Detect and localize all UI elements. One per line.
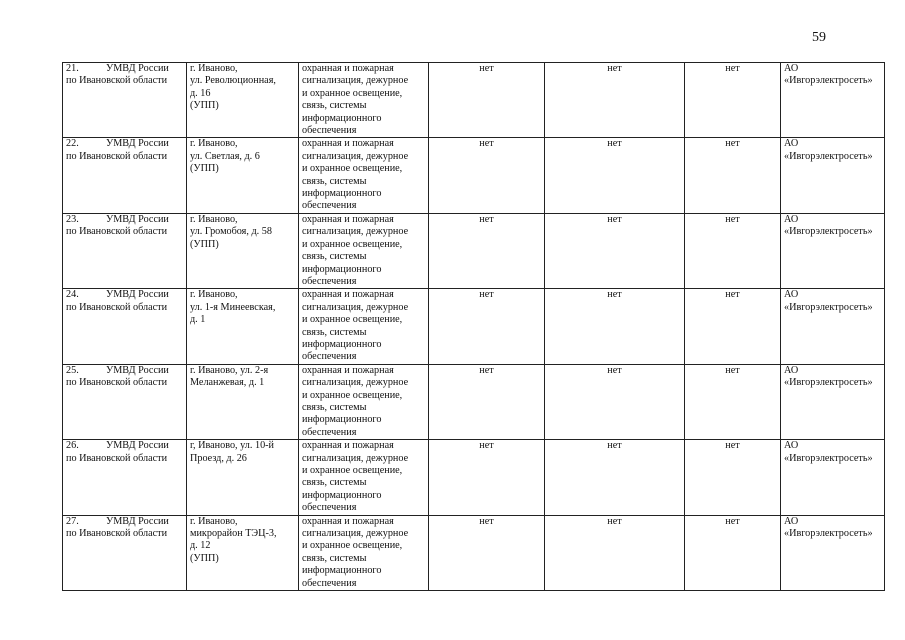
organization-cell bbox=[63, 213, 187, 288]
provider-cell: АО «Ивгорэлектросеть» bbox=[781, 515, 885, 590]
address-cell: г. Иваново, ул. Громобоя, д. 58 (УПП) bbox=[187, 213, 299, 288]
provider-cell: АО «Ивгорэлектросеть» bbox=[781, 138, 885, 213]
systems-cell: охранная и пожарная сигнализация, дежурное и охранное освещение, связь, системы информационного обеспечения bbox=[299, 289, 429, 364]
organization-cell bbox=[63, 440, 187, 515]
systems-cell: охранная и пожарная сигнализация, дежурное и охранное освещение, связь, системы информационного обеспечения bbox=[299, 515, 429, 590]
status-cell-1: нет bbox=[429, 138, 545, 213]
status-cell-1: нет bbox=[429, 364, 545, 439]
organization-region: по Ивановской области bbox=[66, 226, 168, 238]
address-cell: г. Иваново, микрорайон ТЭЦ-3, д. 12 (УПП) bbox=[187, 515, 299, 590]
address-cell: г. Иваново, ул. 1-я Минеевская, д. 1 bbox=[187, 289, 299, 364]
address-cell: г. Иваново, ул. Светлая, д. 6 (УПП) bbox=[187, 138, 299, 213]
status-cell-2: нет bbox=[545, 63, 685, 138]
address-cell: г. Иваново, ул. 2-я Меланжевая, д. 1 bbox=[187, 364, 299, 439]
status-cell-1: нет bbox=[429, 289, 545, 364]
organization-name: УМВД России bbox=[106, 213, 169, 225]
row-number: 25. bbox=[66, 364, 79, 376]
organization-region: по Ивановской области bbox=[66, 75, 168, 87]
objects-table bbox=[62, 62, 885, 591]
status-cell-2: нет bbox=[545, 213, 685, 288]
organization-region: по Ивановской области bbox=[66, 150, 168, 162]
organization-name: УМВД России bbox=[106, 289, 169, 301]
provider-cell: АО «Ивгорэлектросеть» bbox=[781, 213, 885, 288]
organization-region: по Ивановской области bbox=[66, 377, 168, 389]
organization-cell bbox=[63, 515, 187, 590]
status-cell-3: нет bbox=[685, 364, 781, 439]
status-cell-2: нет bbox=[545, 515, 685, 590]
organization-region: по Ивановской области bbox=[66, 528, 168, 540]
table-row bbox=[63, 364, 885, 439]
row-number: 26. bbox=[66, 440, 79, 452]
row-number: 21. bbox=[66, 63, 79, 74]
organization-name: УМВД России bbox=[106, 63, 169, 74]
table-row bbox=[63, 63, 885, 138]
organization-cell bbox=[63, 138, 187, 213]
status-cell-2: нет bbox=[545, 440, 685, 515]
status-cell-3: нет bbox=[685, 138, 781, 213]
systems-cell: охранная и пожарная сигнализация, дежурное и охранное освещение, связь, системы информационного обеспечения bbox=[299, 364, 429, 439]
systems-cell: охранная и пожарная сигнализация, дежурное и охранное освещение, связь, системы информационного обеспечения bbox=[299, 138, 429, 213]
table-row bbox=[63, 289, 885, 364]
status-cell-3: нет bbox=[685, 440, 781, 515]
address-cell: г. Иваново, ул. Революционная, д. 16 (УПП) bbox=[187, 63, 299, 138]
organization-region: по Ивановской области bbox=[66, 301, 168, 313]
page-number: 59 bbox=[812, 30, 826, 45]
status-cell-3: нет bbox=[685, 63, 781, 138]
status-cell-1: нет bbox=[429, 213, 545, 288]
systems-cell: охранная и пожарная сигнализация, дежурное и охранное освещение, связь, системы информационного обеспечения bbox=[299, 213, 429, 288]
provider-cell: АО «Ивгорэлектросеть» bbox=[781, 289, 885, 364]
status-cell-1: нет bbox=[429, 440, 545, 515]
row-number: 22. bbox=[66, 138, 79, 150]
provider-cell: АО «Ивгорэлектросеть» bbox=[781, 364, 885, 439]
row-number: 27. bbox=[66, 515, 79, 527]
status-cell-3: нет bbox=[685, 515, 781, 590]
systems-cell: охранная и пожарная сигнализация, дежурное и охранное освещение, связь, системы информационного обеспечения bbox=[299, 440, 429, 515]
row-number: 24. bbox=[66, 289, 79, 301]
table-row bbox=[63, 440, 885, 515]
organization-name: УМВД России bbox=[106, 515, 169, 527]
address-cell: г, Иваново, ул. 10-й Проезд, д. 26 bbox=[187, 440, 299, 515]
organization-cell bbox=[63, 289, 187, 364]
row-number: 23. bbox=[66, 213, 79, 225]
systems-cell: охранная и пожарная сигнализация, дежурное и охранное освещение, связь, системы информационного обеспечения bbox=[299, 63, 429, 138]
table-row bbox=[63, 515, 885, 590]
table-row bbox=[63, 138, 885, 213]
organization-cell bbox=[63, 63, 187, 138]
organization-name: УМВД России bbox=[106, 138, 169, 150]
organization-name: УМВД России bbox=[106, 440, 169, 452]
status-cell-3: нет bbox=[685, 289, 781, 364]
status-cell-3: нет bbox=[685, 213, 781, 288]
provider-cell: АО «Ивгорэлектросеть» bbox=[781, 63, 885, 138]
provider-cell: АО «Ивгорэлектросеть» bbox=[781, 440, 885, 515]
status-cell-2: нет bbox=[545, 364, 685, 439]
status-cell-2: нет bbox=[545, 138, 685, 213]
status-cell-1: нет bbox=[429, 63, 545, 138]
status-cell-2: нет bbox=[545, 289, 685, 364]
organization-name: УМВД России bbox=[106, 364, 169, 376]
organization-cell bbox=[63, 364, 187, 439]
status-cell-1: нет bbox=[429, 515, 545, 590]
organization-region: по Ивановской области bbox=[66, 452, 168, 464]
table-row bbox=[63, 213, 885, 288]
